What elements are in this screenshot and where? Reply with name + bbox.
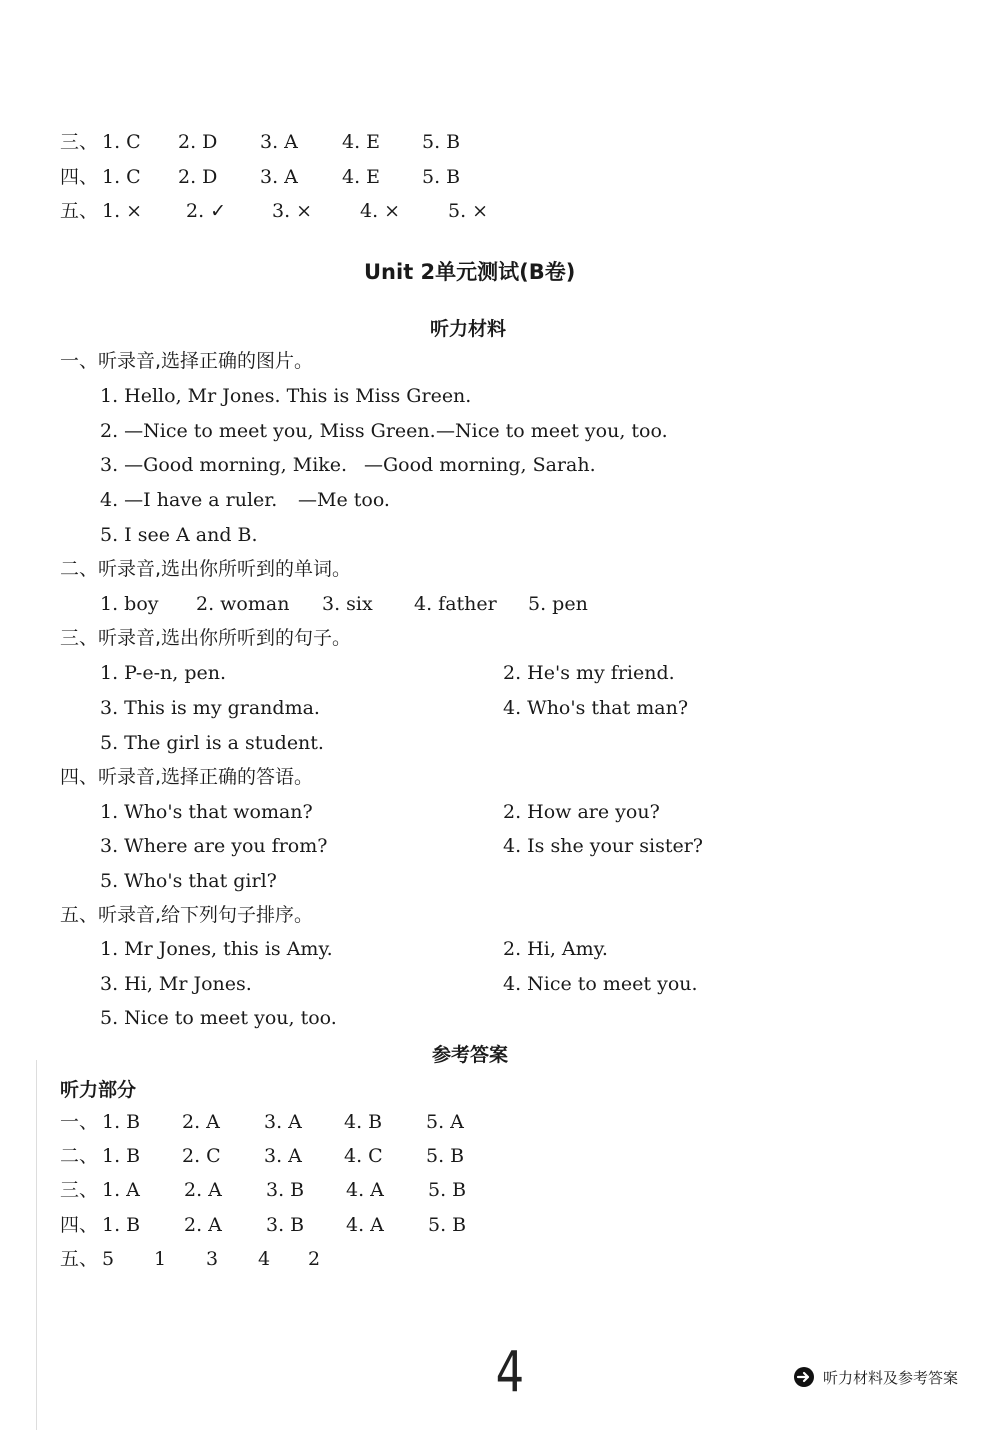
answer-item: 1. C <box>102 131 141 153</box>
answer-item: 2. ✓ <box>186 200 227 222</box>
s3-item-3: 3. This is my grandma. <box>100 697 320 719</box>
s4-item-1: 1. Who's that woman? <box>100 801 313 823</box>
answer-item: 5 <box>102 1248 115 1270</box>
answer-item: 3. B <box>266 1179 305 1201</box>
s1-line-1: 1. Hello, Mr Jones. This is Miss Green. <box>100 385 472 407</box>
row-prefix: 四、 <box>60 1214 99 1236</box>
s1-reply-4: —Me too. <box>298 489 390 511</box>
s2-word: 3. six <box>322 593 373 615</box>
s1-line-4: 4. —I have a ruler. <box>100 489 278 511</box>
s5-item-4: 4. Nice to meet you. <box>503 973 698 995</box>
answer-item: 4. C <box>344 1145 383 1167</box>
s4-item-3: 3. Where are you from? <box>100 835 328 857</box>
answer-item: 5. B <box>428 1179 467 1201</box>
answer-item: 3. A <box>260 131 298 153</box>
answer-item: 4 <box>258 1248 271 1270</box>
s1-line-5: 5. I see A and B. <box>100 524 258 546</box>
answer-item: 4. B <box>344 1111 383 1133</box>
answer-item: 4. E <box>342 166 381 188</box>
answer-item: 1. × <box>102 200 143 222</box>
answer-item: 2. A <box>184 1179 222 1201</box>
s1-line-3: 3. —Good morning, Mike. <box>100 454 348 476</box>
answer-item: 2. D <box>178 131 218 153</box>
s1-line-2: 2. —Nice to meet you, Miss Green. <box>100 420 436 442</box>
answer-item: 2. D <box>178 166 218 188</box>
row-prefix: 三、 <box>60 131 99 153</box>
answer-item: 4. × <box>360 200 401 222</box>
listening-part-label: 听力部分 <box>60 1079 137 1101</box>
s5-item-5: 5. Nice to meet you, too. <box>100 1007 337 1029</box>
s3-item-1: 1. P-e-n, pen. <box>100 662 226 684</box>
bottom-answer-row-1 <box>60 1110 464 1134</box>
answer-item: 4. A <box>346 1214 384 1236</box>
s1-reply-2: —Nice to meet you, too. <box>436 420 668 442</box>
s3-item-4: 4. Who's that man? <box>503 697 689 719</box>
answer-item: 1. A <box>102 1179 140 1201</box>
answer-item: 5. B <box>428 1214 467 1236</box>
row-prefix: 五、 <box>60 1248 99 1270</box>
top-answer-row-4 <box>60 165 461 189</box>
answer-item: 3 <box>206 1248 219 1270</box>
answer-item: 1 <box>154 1248 167 1270</box>
s2-word: 2. woman <box>196 593 290 615</box>
answer-item: 4. A <box>346 1179 384 1201</box>
answer-item: 3. × <box>272 200 313 222</box>
s3-item-5: 5. The girl is a student. <box>100 732 324 754</box>
arrow-right-circle-icon <box>793 1366 815 1388</box>
bottom-answer-row-4 <box>60 1213 467 1237</box>
row-prefix: 二、 <box>60 1145 99 1167</box>
answer-item: 2 <box>308 1248 321 1270</box>
page-number: 4 <box>495 1340 525 1405</box>
answer-item: 4. E <box>342 131 381 153</box>
footer-label: 听力材料及参考答案 <box>822 1368 958 1387</box>
row-prefix: 三、 <box>60 1179 99 1201</box>
top-answer-row-3 <box>60 130 461 154</box>
answer-item: 2. C <box>182 1145 221 1167</box>
bottom-answer-row-2 <box>60 1144 465 1168</box>
bottom-answer-row-3 <box>60 1178 467 1202</box>
answer-item: 3. B <box>266 1214 305 1236</box>
s4-item-4: 4. Is she your sister? <box>503 835 703 857</box>
footer <box>793 1366 958 1388</box>
section-heading-3: 三、听录音,选出你所听到的句子。 <box>60 627 352 649</box>
answer-item: 5. B <box>422 166 461 188</box>
s3-item-2: 2. He's my friend. <box>503 662 675 684</box>
answer-item: 3. A <box>264 1111 302 1133</box>
section-heading-1: 一、听录音,选择正确的图片。 <box>60 350 314 372</box>
row-prefix: 一、 <box>60 1111 99 1133</box>
answer-item: 5. × <box>448 200 489 222</box>
answer-item: 1. B <box>102 1111 141 1133</box>
answer-item: 2. A <box>182 1111 220 1133</box>
section-heading-5: 五、听录音,给下列句子排序。 <box>60 904 314 926</box>
answer-item: 1. C <box>102 166 141 188</box>
s4-item-2: 2. How are you? <box>503 801 660 823</box>
row-prefix: 四、 <box>60 166 99 188</box>
s2-word: 1. boy <box>100 593 159 615</box>
s2-word: 5. pen <box>528 593 588 615</box>
unit-title: Unit 2单元测试(B卷) <box>364 260 576 284</box>
answers-title: 参考答案 <box>432 1044 509 1066</box>
answer-item: 5. B <box>426 1145 465 1167</box>
section-heading-4: 四、听录音,选择正确的答语。 <box>60 766 314 788</box>
s2-word: 4. father <box>414 593 497 615</box>
s4-item-5: 5. Who's that girl? <box>100 870 277 892</box>
section-heading-2: 二、听录音,选出你所听到的单词。 <box>60 558 352 580</box>
answer-item: 3. A <box>264 1145 302 1167</box>
listening-title: 听力材料 <box>430 318 507 340</box>
s5-item-3: 3. Hi, Mr Jones. <box>100 973 252 995</box>
answer-item: 5. A <box>426 1111 464 1133</box>
answer-item: 2. A <box>184 1214 222 1236</box>
answer-item: 1. B <box>102 1145 141 1167</box>
s5-item-2: 2. Hi, Amy. <box>503 938 608 960</box>
bottom-answer-row-5 <box>60 1247 321 1271</box>
answer-item: 3. A <box>260 166 298 188</box>
s1-reply-3: —Good morning, Sarah. <box>364 454 596 476</box>
row-prefix: 五、 <box>60 200 99 222</box>
answer-item: 5. B <box>422 131 461 153</box>
s5-item-1: 1. Mr Jones, this is Amy. <box>100 938 333 960</box>
margin-line <box>36 1060 37 1430</box>
top-answer-row-5 <box>60 199 489 223</box>
answer-item: 1. B <box>102 1214 141 1236</box>
